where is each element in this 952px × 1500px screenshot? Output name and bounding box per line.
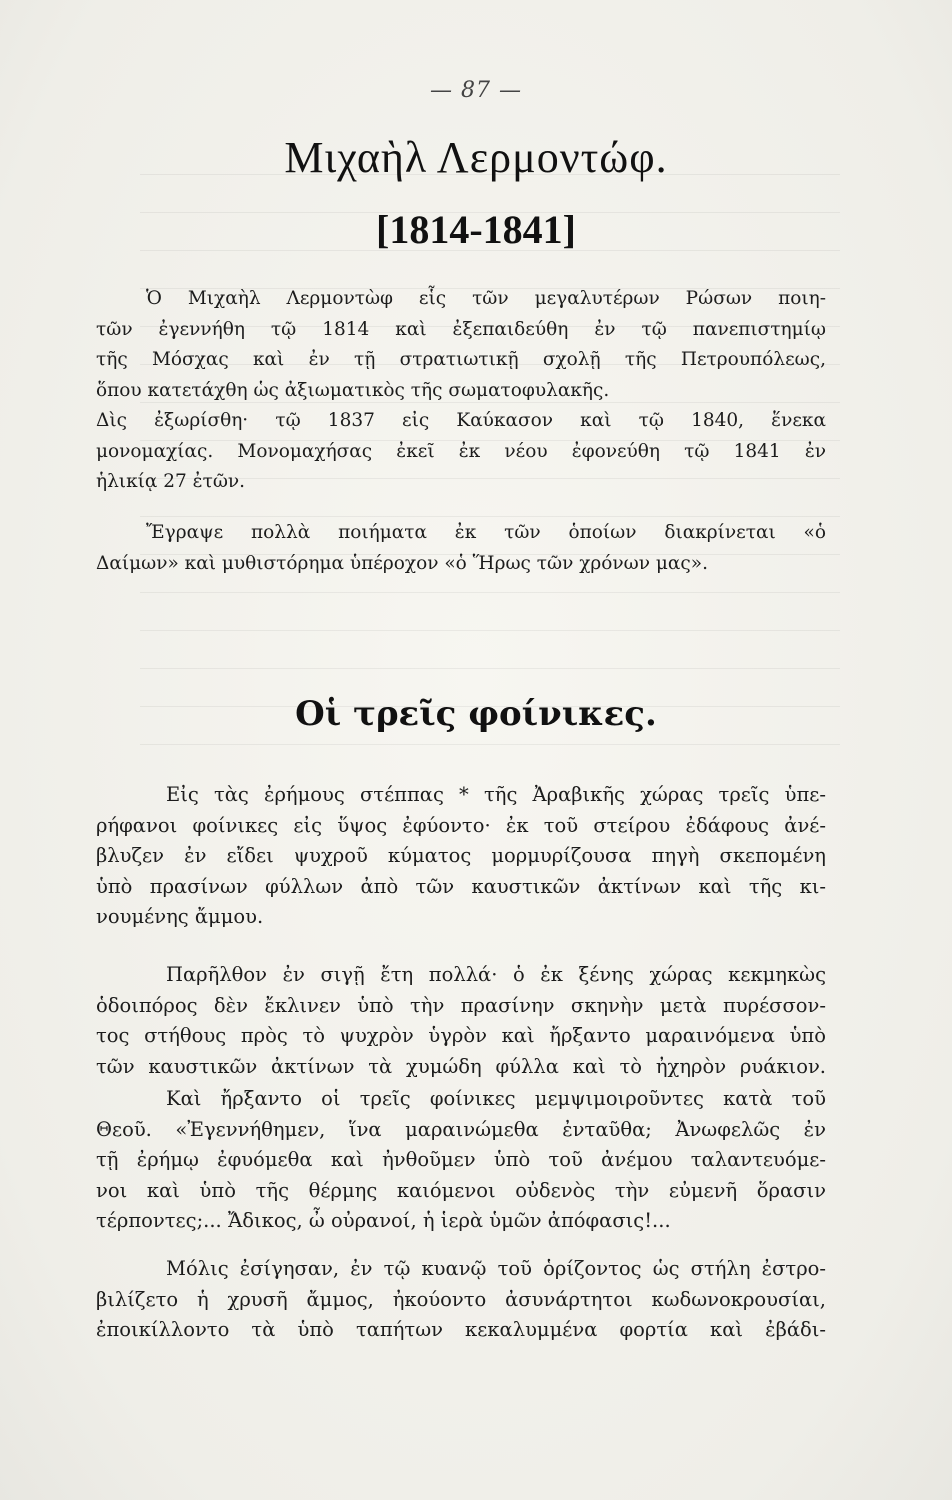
text-line: Ἔγραψε πολλὰ ποιήματα ἐκ τῶν ὁποίων διακρίνεται «ὁ — [146, 522, 826, 543]
text-line: νοι καὶ ὑπὸ τῆς θέρμης καιόμενοι οὐδενὸς τὴν εὐμενῆ ὅρασιν — [96, 1178, 826, 1202]
text-line: τος στήθους πρὸς τὸ ψυχρὸν ὑγρὸν καὶ ἤρξαντο μαραινόμενα ὑπὸ — [96, 1024, 826, 1047]
text-line: Θεοῦ. «Ἐγεννήθημεν, ἵνα μαραινώμεθα ἐνταῦθα; Ἀνωφελῶς ἐν — [96, 1117, 826, 1141]
poem-title: Οἱ τρεῖς φοίνικες. — [295, 694, 657, 734]
text-line: Ὁ Μιχαὴλ Λερμοντὼφ εἷς τῶν μεγαλυτέρων Ρώσων ποιη- — [146, 288, 826, 309]
text-line: Δαίμων» καὶ μυθιστόρημα ὑπέροχον «ὁ Ἥρως τῶν χρόνων μας». — [96, 552, 708, 574]
works-paragraph — [96, 518, 826, 579]
text-line: μονομαχίας. Μονομαχήσας ἐκεῖ ἐκ νέου ἐφονεύθη τῷ 1841 ἐν — [96, 440, 826, 462]
poem-paragraph-3 — [96, 1084, 826, 1237]
text-line: Δὶς ἐξωρίσθη· τῷ 1837 εἰς Καύκασον καὶ τῷ 1840, ἕνεκα — [96, 410, 826, 431]
text-line: τῶν ἐγεννήθη τῷ 1814 καὶ ἐξεπαιδεύθη ἐν τῷ πανεπιστημίῳ — [96, 318, 826, 340]
text-line: τέρποντες;... Ἄδικος, ὦ οὐρανοί, ἡ ἱερὰ ὑμῶν ἀπόφασις!... — [96, 1209, 671, 1232]
text-line: ὅπου κατετάχθη ὡς ἀξιωματικὸς τῆς σωματοφυλακῆς. — [96, 379, 610, 401]
text-line: Εἰς τὰς ἐρήμους στέππας * τῆς Ἀραβικῆς χώρας τρεῖς ὑπε- — [166, 783, 826, 806]
poem-paragraph-1 — [96, 780, 826, 933]
text-line: νουμένης ἄμμου. — [96, 905, 264, 928]
author-years: [1814-1841] — [376, 207, 576, 252]
text-line: βλυζεν ἐν εἴδει ψυχροῦ κύματος μορμυρίζουσα πηγὴ σκεπομένη — [96, 844, 826, 867]
text-line: ὁδοιπόρος δὲν ἔκλινεν ὑπὸ τὴν πρασίνην σκηνὴν μετὰ πυρέσσον- — [96, 993, 826, 1017]
page-title: Μιχαὴλ Λερμοντώφ. — [284, 133, 668, 182]
poem-paragraph-4 — [96, 1254, 826, 1346]
poem-paragraph-2 — [96, 960, 826, 1082]
text-line: Μόλις ἐσίγησαν, ἐν τῷ κυανῷ τοῦ ὁρίζοντος ὡς στήλη ἐστρο- — [166, 1257, 826, 1280]
text-line: ρήφανοι φοίνικες εἰς ὕψος ἐφύοντο· ἐκ τοῦ στείρου ἐδάφους ἀνέ- — [96, 813, 826, 837]
text-line: ἡλικίᾳ 27 ἐτῶν. — [96, 471, 246, 492]
text-line: Παρῆλθον ἐν σιγῇ ἔτη πολλά· ὁ ἐκ ξένης χώρας κεκμηκὼς — [166, 963, 826, 986]
text-line: τῇ ἐρήμῳ ἐφυόμεθα καὶ ἠνθοῦμεν ὑπὸ τοῦ ἀνέμου ταλαντευόμε- — [96, 1148, 826, 1171]
bio-paragraph — [96, 284, 826, 498]
text-line: Καὶ ἤρξαντο οἱ τρεῖς φοίνικες μεμψιμοιροῦντες κατὰ τοῦ — [166, 1087, 826, 1110]
text-line: βιλίζετο ἡ χρυσῆ ἄμμος, ἠκούοντο ἀσυνάρτητοι κωδωνοκρουσίαι, — [96, 1287, 826, 1311]
page-number: — 87 — — [430, 78, 522, 103]
text-line: ἐποικίλλοντο τὰ ὑπὸ ταπήτων κεκαλυμμένα φορτία καὶ ἐβάδι- — [96, 1318, 826, 1341]
text-line: τῶν καυστικῶν ἀκτίνων τὰ χυμώδη φύλλα καὶ τὸ ἠχηρὸν ρυάκιον. — [96, 1054, 826, 1078]
text-line: τῆς Μόσχας καὶ ἐν τῇ στρατιωτικῇ σχολῇ τῆς Πετρουπόλεως, — [96, 349, 826, 370]
text-line: ὑπὸ πρασίνων φύλλων ἀπὸ τῶν καυστικῶν ἀκτίνων καὶ τῆς κι- — [96, 874, 826, 898]
